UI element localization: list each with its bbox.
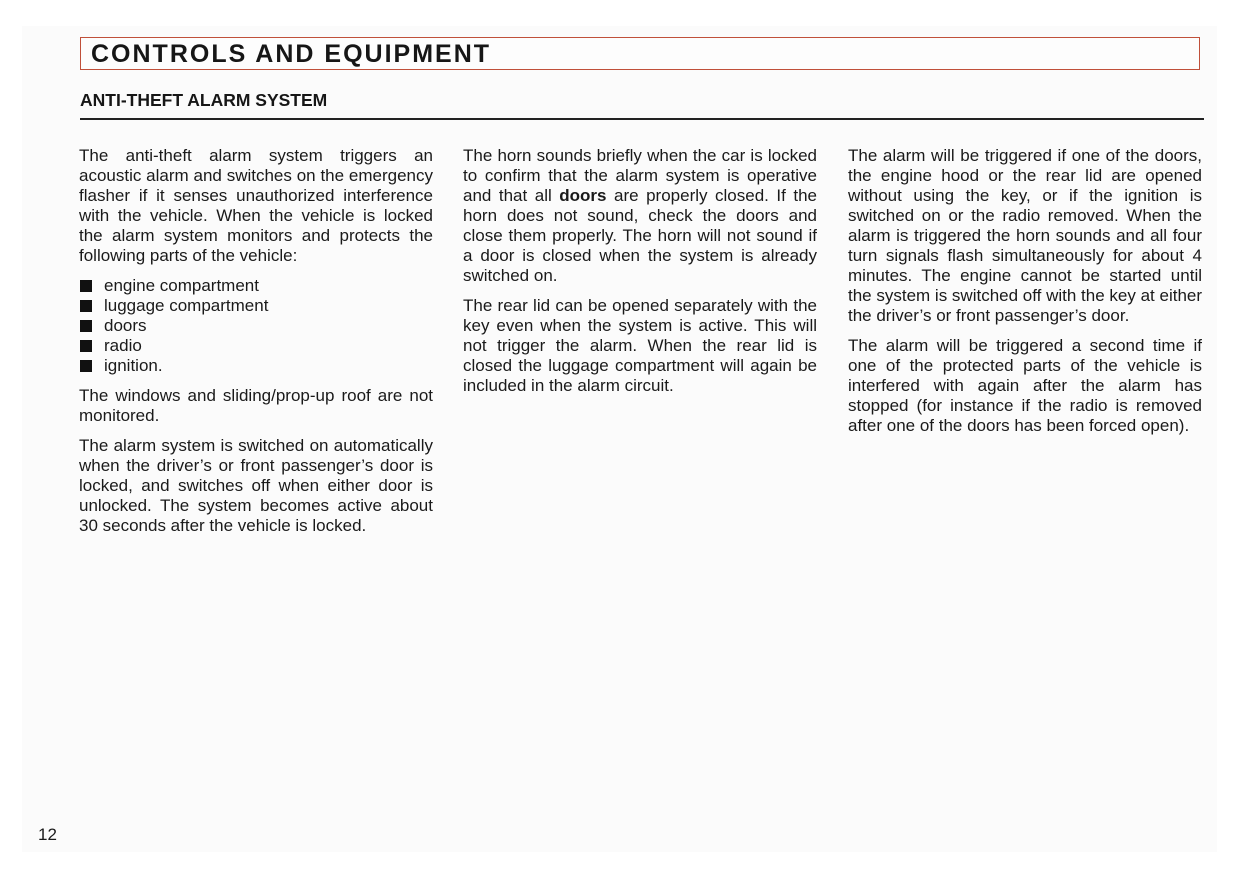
auto-on-paragraph: The alarm system is switched on automatically when the driver’s or front passenger’s door is locked, and switches off when either door is unlocked. The system becomes active about 30 seconds after the vehicle is locked. <box>79 436 433 535</box>
chapter-header-box <box>80 37 1200 70</box>
text-column-1 <box>79 146 433 546</box>
second-trigger-paragraph: The alarm will be triggered a second time if one of the protected parts of the vehicle is interfered with again after the alarm has stopped (for instance if the radio is removed after one of the doors has been forced open). <box>848 336 1202 435</box>
list-item <box>79 356 433 376</box>
intro-paragraph: The anti-theft alarm system triggers an acoustic alarm and switches on the emergency flasher if it senses unauthorized interference with the vehicle. When the vehicle is locked the alarm system monitors and protects the following parts of the vehicle: <box>79 146 433 265</box>
text-column-3 <box>848 146 1202 446</box>
square-bullet-icon <box>80 320 92 332</box>
list-item-label: radio <box>104 336 142 355</box>
alarm-triggered-paragraph: The alarm will be triggered if one of the doors, the engine hood or the rear lid are opened without using the key, or if the ignition is switched on or the radio removed. When the alarm is triggered the horn sounds and all four turn signals flash simultaneously for about 4 minutes. The engine cannot be started until the system is switched off with the key at either the driver’s or front passenger’s door. <box>848 146 1203 325</box>
list-item-label: ignition. <box>104 356 163 375</box>
list-item-label: doors <box>104 316 147 335</box>
square-bullet-icon <box>80 300 92 312</box>
chapter-title: CONTROLS AND EQUIPMENT <box>91 40 492 68</box>
list-item-label: engine compartment <box>104 276 259 295</box>
horn-text-start: The horn sounds briefly when the car is locked to confirm that the alarm system is operative and that all <box>463 146 817 205</box>
square-bullet-icon <box>80 360 92 372</box>
section-title: ANTI-THEFT ALARM SYSTEM <box>80 90 328 110</box>
square-bullet-icon <box>80 280 92 292</box>
doors-emphasis: doors <box>559 186 607 205</box>
list-item <box>79 296 433 316</box>
list-item <box>79 336 433 356</box>
horn-paragraph <box>463 146 817 286</box>
list-item <box>79 276 433 296</box>
square-bullet-icon <box>80 340 92 352</box>
rear-lid-paragraph: The rear lid can be opened separately with the key even when the system is active. This will not trigger the alarm. When the rear lid is closed the luggage compartment will again be included in the alarm circuit. <box>463 296 817 395</box>
section-divider <box>80 118 1204 120</box>
monitored-parts-list <box>79 276 433 376</box>
list-item <box>79 316 433 336</box>
not-monitored-paragraph: The windows and sliding/prop-up roof are not monitored. <box>79 386 433 425</box>
list-item-label: luggage compartment <box>104 296 269 315</box>
horn-text-end: are properly closed. If the horn does not sound, check the doors and close them properly. The horn will not sound if a door is closed when the system is already switched on. <box>463 186 817 285</box>
page-number: 12 <box>38 825 57 844</box>
text-column-2 <box>463 146 817 406</box>
